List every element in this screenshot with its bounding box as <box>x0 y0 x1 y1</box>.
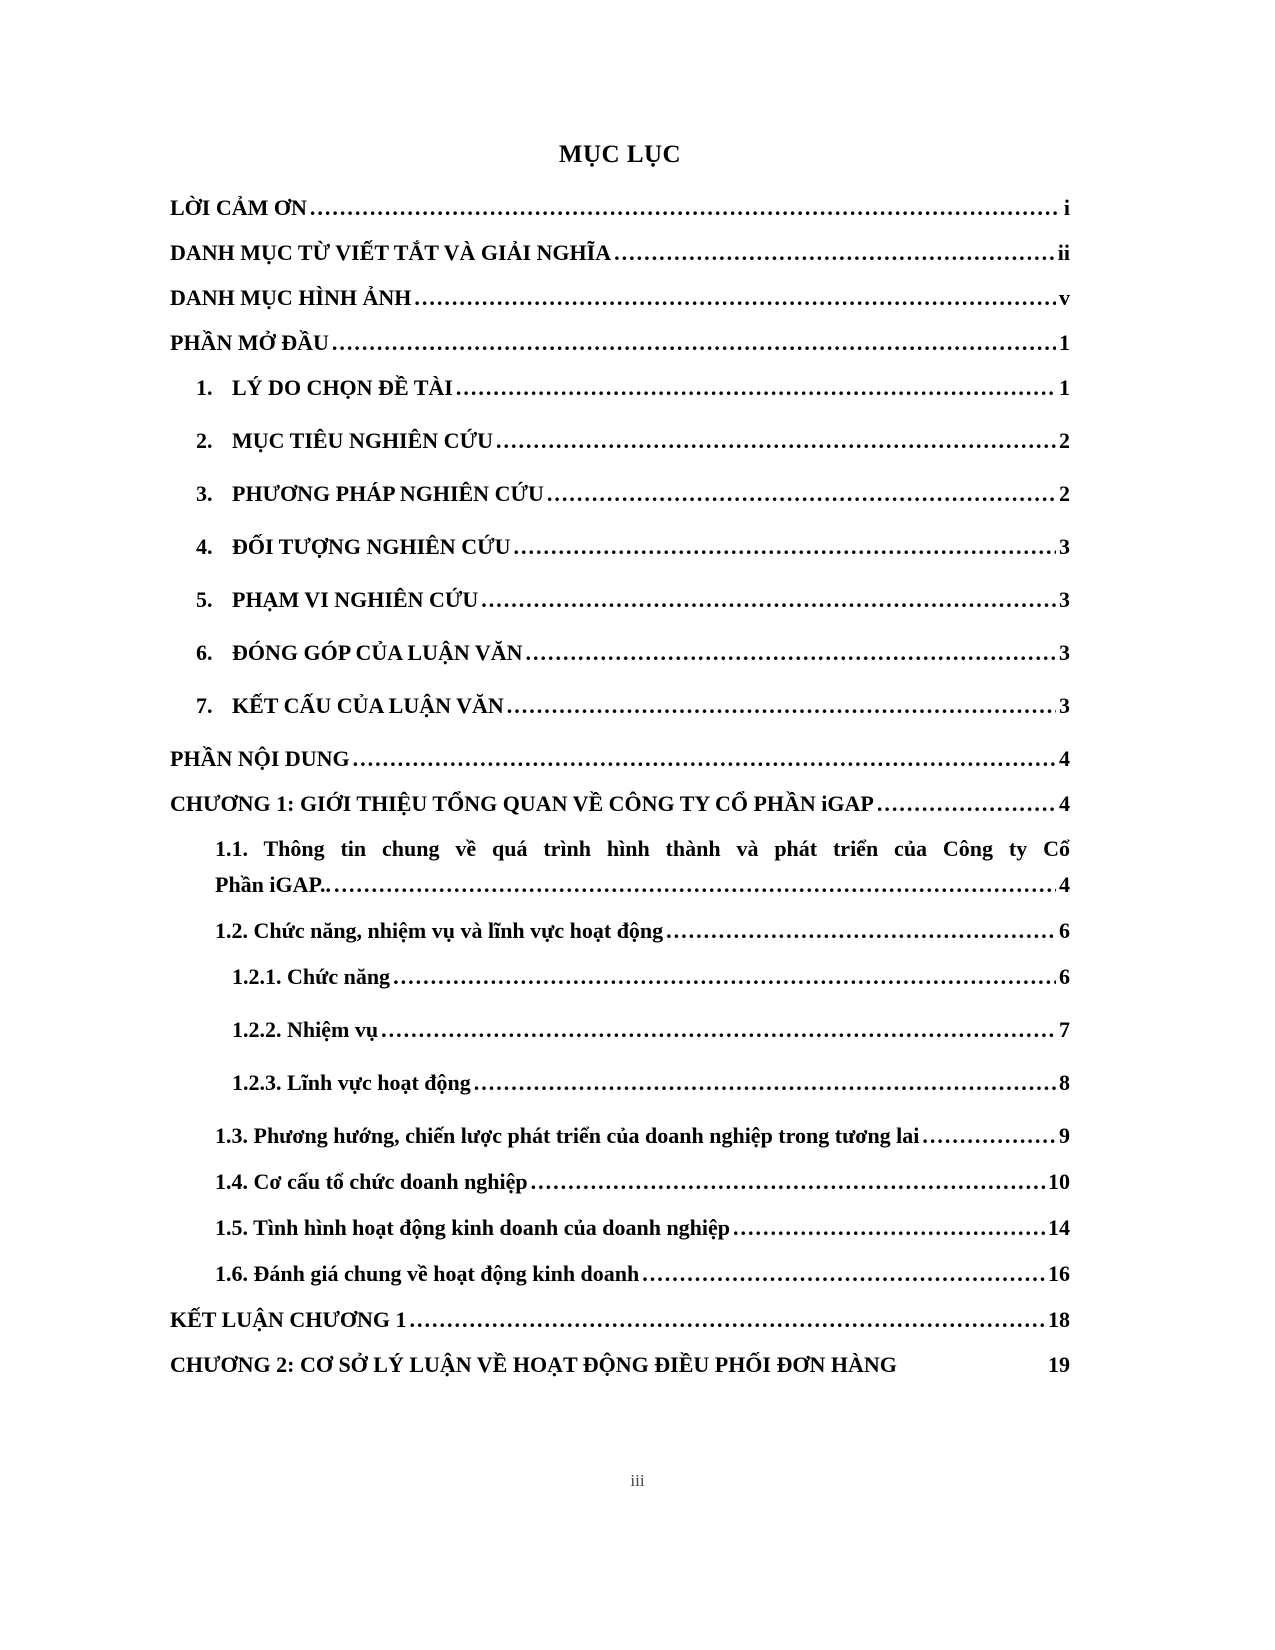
toc-page-number: 6 <box>1059 964 1070 989</box>
toc-entry-muc-tieu-nghien-cuu[interactable] <box>170 427 1070 455</box>
toc-entry-loi-cam-on[interactable] <box>170 194 1070 222</box>
toc-entry-1-4[interactable] <box>170 1168 1070 1196</box>
toc-entry-label: 1.6. Đánh giá chung về hoạt động kinh doanh <box>215 1261 640 1286</box>
toc-entry-1-1-line-2[interactable] <box>170 871 1070 899</box>
toc-entry-label: PHẦN NỘI DUNG <box>170 746 350 771</box>
dot-leader <box>414 284 1056 312</box>
toc-entry-label: CHƯƠNG 2: CƠ SỞ LÝ LUẬN VỀ HOẠT ĐỘNG ĐIỀU PHỐI ĐƠN HÀNG <box>170 1352 897 1377</box>
toc-entry-chuong-1[interactable] <box>170 790 1070 818</box>
toc-entry-label: 1.1. Thông tin chung về quá trình hình thành và phát triển của Công ty Cổ <box>215 836 1070 861</box>
toc-entry-label: 1.2. Chức năng, nhiệm vụ và lĩnh vực hoạt động <box>215 918 664 943</box>
toc-entry-ket-luan-chuong-1[interactable] <box>170 1306 1070 1334</box>
dot-leader <box>642 1260 1045 1288</box>
dot-leader <box>353 745 1056 773</box>
toc-page-number: 4 <box>1059 872 1070 897</box>
toc-page-number: 1 <box>1059 330 1070 355</box>
footer-page-number: iii <box>630 1471 645 1490</box>
toc-entry-1-5[interactable] <box>170 1214 1070 1242</box>
toc-entry-number: 6. <box>196 640 213 665</box>
toc-page-number: 1 <box>1059 375 1070 400</box>
toc-entry-label: 1.5. Tình hình hoạt động kinh doanh của doanh nghiệp <box>215 1215 731 1240</box>
toc-page-number: 8 <box>1059 1070 1070 1095</box>
toc-entry-label: KẾT LUẬN CHƯƠNG 1 <box>170 1307 407 1332</box>
toc-entry-label: ĐÓNG GÓP CỦA LUẬN VĂN <box>232 640 523 665</box>
toc-page-number: 4 <box>1059 791 1070 816</box>
toc-entry-label: DANH MỤC HÌNH ẢNH <box>170 285 412 310</box>
page-title: MỤC LỤC <box>558 141 682 168</box>
dot-leader <box>922 1122 1056 1150</box>
toc-entry-label: 1.2.2. Nhiệm vụ <box>232 1017 379 1042</box>
toc-page-number: 18 <box>1048 1307 1070 1332</box>
toc-entry-ly-do-chon-de-tai[interactable] <box>170 374 1070 402</box>
toc-entry-danh-muc-hinh-anh[interactable] <box>170 284 1070 312</box>
dot-leader <box>456 374 1056 402</box>
toc-entry-doi-tuong-nghien-cuu[interactable] <box>170 533 1070 561</box>
toc-page-number: 9 <box>1059 1123 1070 1148</box>
dot-leader <box>526 639 1056 667</box>
toc-page-number: 6 <box>1059 918 1070 943</box>
dot-leader <box>393 963 1056 991</box>
toc-page-number: 2 <box>1059 428 1070 453</box>
toc-entry-label: 1.2.3. Lĩnh vực hoạt động <box>232 1070 471 1095</box>
toc-page-number: 3 <box>1059 640 1070 665</box>
toc-page-number: 14 <box>1048 1215 1070 1240</box>
toc-entry-number: 4. <box>196 534 213 559</box>
toc-page-number: 3 <box>1059 587 1070 612</box>
toc-entry-phuong-phap-nghien-cuu[interactable] <box>170 480 1070 508</box>
toc-entry-label: LỜI CẢM ƠN <box>170 195 307 220</box>
toc-entry-1-6[interactable] <box>170 1260 1070 1288</box>
toc-entry-danh-muc-tu-viet-tat[interactable] <box>170 239 1070 267</box>
toc-entry-label: 1.2.1. Chức năng <box>232 964 391 989</box>
dot-leader <box>496 427 1056 455</box>
dot-leader <box>531 1168 1045 1196</box>
toc-entry-number: 3. <box>196 481 213 506</box>
dot-leader <box>733 1214 1045 1242</box>
toc-entry-number: 7. <box>196 693 213 718</box>
toc-page-number: v <box>1059 285 1070 310</box>
dot-leader <box>481 586 1056 614</box>
toc-page-number: 10 <box>1048 1169 1070 1194</box>
toc-page-number: 7 <box>1059 1017 1070 1042</box>
toc-entry-chuong-2[interactable] <box>170 1351 1070 1379</box>
toc-entry-number: 5. <box>196 587 213 612</box>
toc-entry-1-3[interactable] <box>170 1122 1070 1150</box>
toc-entry-label: 1.3. Phương hướng, chiến lược phát triển của doanh nghiệp trong tương lai <box>215 1123 920 1148</box>
dot-leader <box>507 692 1056 720</box>
dot-leader <box>877 790 1056 818</box>
dot-leader <box>334 871 1056 899</box>
toc-entry-phan-mo-dau[interactable] <box>170 329 1070 357</box>
toc-page-number: 3 <box>1059 693 1070 718</box>
toc-entry-label: Phần iGAP.. <box>215 872 331 897</box>
toc-entry-label: PHẦN MỞ ĐẦU <box>170 330 329 355</box>
toc-entry-label: KẾT CẤU CỦA LUẬN VĂN <box>232 693 504 718</box>
toc-entry-label: LÝ DO CHỌN ĐỀ TÀI <box>232 375 453 400</box>
toc-entry-1-2-3[interactable] <box>170 1069 1070 1097</box>
dot-leader <box>474 1069 1056 1097</box>
toc-page-number: i <box>1063 195 1070 220</box>
toc-entry-1-1-line-1[interactable] <box>170 835 1070 863</box>
toc-entry-1-2-2[interactable] <box>170 1016 1070 1044</box>
toc-entry-label: 1.4. Cơ cấu tổ chức doanh nghiệp <box>215 1169 528 1194</box>
toc-entry-pham-vi-nghien-cuu[interactable] <box>170 586 1070 614</box>
dot-leader <box>310 194 1061 222</box>
toc-entry-number: 1. <box>196 375 213 400</box>
dot-leader <box>513 533 1056 561</box>
toc-entry-label: CHƯƠNG 1: GIỚI THIỆU TỔNG QUAN VỀ CÔNG TY CỔ PHẦN iGAP <box>170 791 874 816</box>
dot-leader <box>547 480 1056 508</box>
toc-entry-label: PHẠM VI NGHIÊN CỨU <box>232 587 479 612</box>
toc-entry-1-2[interactable] <box>170 917 1070 945</box>
toc-entry-phan-noi-dung[interactable] <box>170 745 1070 773</box>
dot-leader <box>381 1016 1056 1044</box>
toc-page-number: 19 <box>1048 1352 1070 1377</box>
dot-leader <box>332 329 1056 357</box>
toc-entry-1-2-1[interactable] <box>170 963 1070 991</box>
dot-leader <box>410 1306 1045 1334</box>
dot-leader <box>666 917 1056 945</box>
dot-leader <box>614 239 1055 267</box>
toc-entry-label: DANH MỤC TỪ VIẾT TẮT VÀ GIẢI NGHĨA <box>170 240 612 265</box>
toc-entry-label: ĐỐI TƯỢNG NGHIÊN CỨU <box>232 534 511 559</box>
toc-entry-label: MỤC TIÊU NGHIÊN CỨU <box>232 428 493 453</box>
toc-page-number: 4 <box>1059 746 1070 771</box>
toc-page-number: 16 <box>1048 1261 1070 1286</box>
toc-entry-number: 2. <box>196 428 213 453</box>
toc-entry-label: PHƯƠNG PHÁP NGHIÊN CỨU <box>232 481 544 506</box>
toc-page-number: 2 <box>1059 481 1070 506</box>
toc-entry-dong-gop-cua-luan-van[interactable] <box>170 639 1070 667</box>
toc-page-number: ii <box>1057 240 1070 265</box>
toc-entry-ket-cau-cua-luan-van[interactable] <box>170 692 1070 720</box>
toc-page-number: 3 <box>1059 534 1070 559</box>
